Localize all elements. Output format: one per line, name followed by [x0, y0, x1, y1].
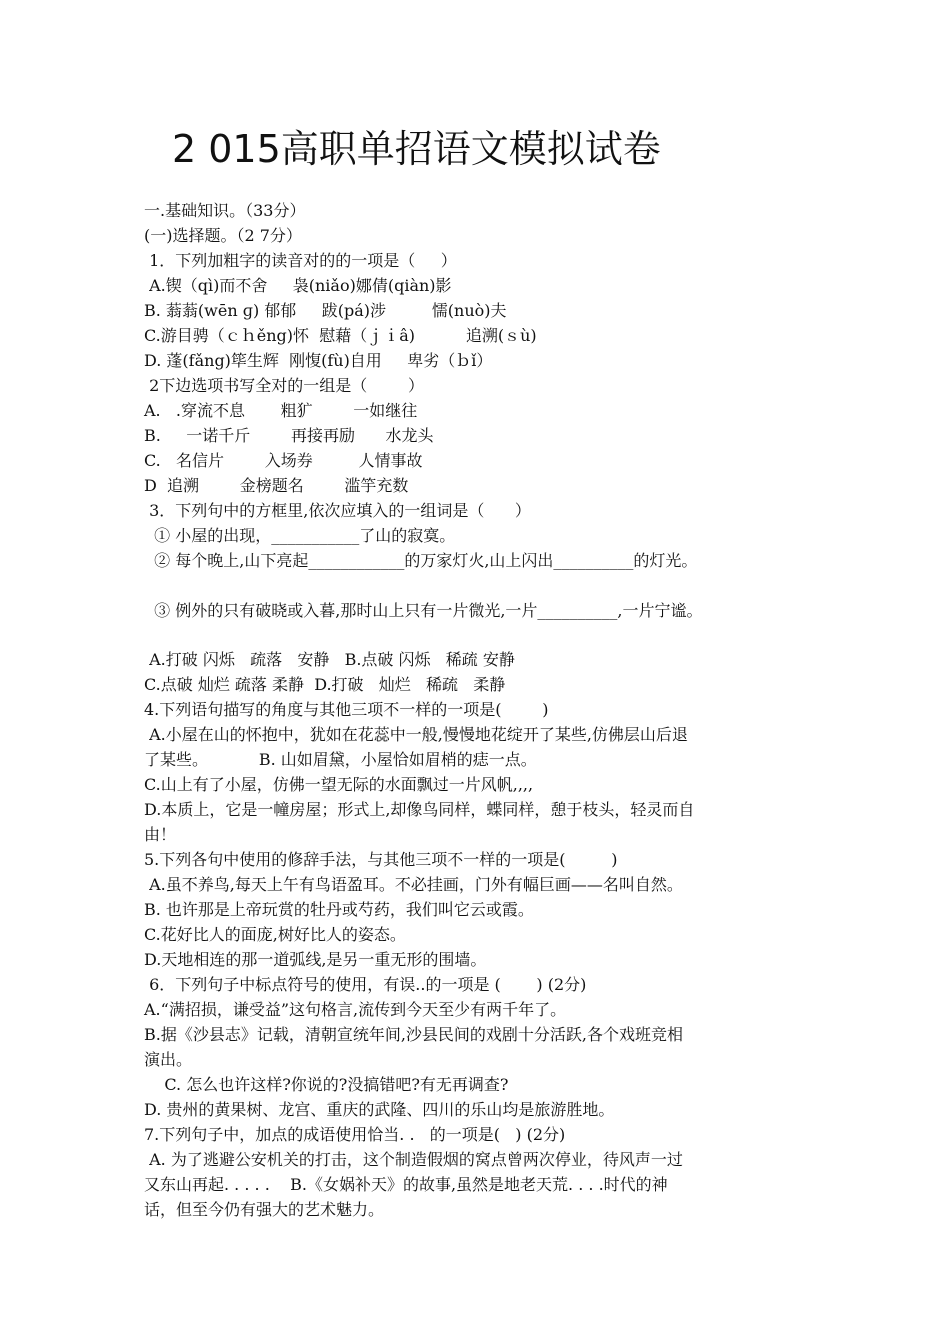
text-line: B.据《沙县志》记载，清朝宣统年间,沙县民间的戏剧十分活跃,各个戏班竞相: [144, 1025, 684, 1044]
text-line: 一.基础知识。（33分）: [144, 201, 306, 220]
text-line: C.点破 灿烂 疏落 柔静 D.打破 灿烂 稀疏 柔静: [144, 675, 506, 694]
text-line: D.天地相连的那一道弧线,是另一重无形的围墙。: [144, 950, 487, 969]
text-line: 话，但至今仍有强大的艺术魅力。: [144, 1200, 385, 1219]
text-line: C.游目骋（ｃｈěng)怀 慰藉（ｊｉâ) 追溯(ｓù): [144, 326, 537, 345]
text-line: B. 也许那是上帝玩赏的牡丹或芍药，我们叫它云或霞。: [144, 900, 534, 919]
text-line: C.花好比人的面庞,树好比人的姿态。: [144, 925, 406, 944]
text-line: A.“满招损，谦受益”这句格言,流传到今天至少有两千年了。: [144, 1000, 567, 1019]
text-line: A. 为了逃避公安机关的打击，这个制造假烟的窝点曾两次停业，待风声一过: [144, 1150, 683, 1169]
text-line: 7.下列句子中，加点的成语使用恰当. . 的一项是( ) (2分): [144, 1125, 566, 1144]
text-line: A.虽不养鸟,每天上午有鸟语盈耳。不必挂画，门外有幅巨画——名叫自然。: [144, 875, 683, 894]
text-line: 演出。: [144, 1050, 193, 1069]
page-title: 2 015高职单招语文模拟试卷: [172, 127, 661, 171]
text-line: D.本质上，它是一幢房屋；形式上,却像鸟同样，蝶同样，憩于枝头，轻灵而自: [144, 800, 695, 819]
text-line: C. 怎么也许这样?你说的?没搞错吧?有无再调查?: [144, 1075, 509, 1094]
text-line: B. 蓊蓊(wēn ɡ) 郁郁 跋(pá)涉 懦(nuò)夫: [144, 301, 507, 320]
text-line: 5.下列各句中使用的修辞手法，与其他三项不一样的一项是( ): [144, 850, 618, 869]
text-line: C.山上有了小屋，仿佛一望无际的水面飘过一片风帆,,,,: [144, 775, 534, 794]
text-line: 由！: [144, 825, 177, 844]
text-line: D. 贵州的黄果树、龙宫、重庆的武隆、四川的乐山均是旅游胜地。: [144, 1100, 615, 1119]
text-line: 2下边选项书写全对的一组是（ ）: [144, 376, 424, 395]
text-line: 了某些。 B. 山如眉黛，小屋恰如眉梢的痣一点。: [144, 750, 537, 769]
text-line: D 追溯 金榜题名 滥竽充数: [144, 476, 409, 495]
text-line: A.小屋在山的怀抱中，犹如在花蕊中一般,慢慢地花绽开了某些,仿佛层山后退: [144, 725, 688, 744]
text-line: B. 一诺千斤 再接再励 水龙头: [144, 426, 434, 445]
text-line: C. 名信片 入场券 人情事故: [144, 451, 423, 470]
text-line: 1．下列加粗字的读音对的的一项是（ ）: [144, 251, 457, 270]
text-line: 3．下列句中的方框里,依次应填入的一组词是（ ）: [144, 501, 531, 520]
text-line: ③ 例外的只有破晓或入暮,那时山上只有一片微光,一片__________,一片宁谧。: [144, 601, 703, 620]
text-line: (一)选择题。（2 7分）: [144, 226, 302, 245]
text-line: 4.下列语句描写的角度与其他三项不一样的一项是( ): [144, 700, 549, 719]
text-line: A.打破 闪烁 疏落 安静 B.点破 闪烁 稀疏 安静: [144, 650, 515, 669]
text-line: ② 每个晚上,山下亮起____________的万家灯火,山上闪出__________的灯光。: [144, 551, 698, 570]
text-line: 又东山再起. . . . . B.《女娲补天》的故事,虽然是地老天荒. . . .时代的神: [144, 1175, 668, 1194]
text-line: D. 蓬(fǎng)筚生辉 刚愎(fù)自用 卑劣（ｂǐ）: [144, 351, 493, 370]
text-line: A.锲（qì)而不舍 袅(niǎo)娜倩(qiàn)影: [144, 276, 452, 295]
text-line: A. .穿流不息 粗犷 一如继往: [144, 401, 418, 420]
text-line: ① 小屋的出现，___________了山的寂寞。: [144, 526, 456, 545]
text-line: 6．下列句子中标点符号的使用，有误..的一项是 ( ) (2分): [144, 975, 587, 994]
